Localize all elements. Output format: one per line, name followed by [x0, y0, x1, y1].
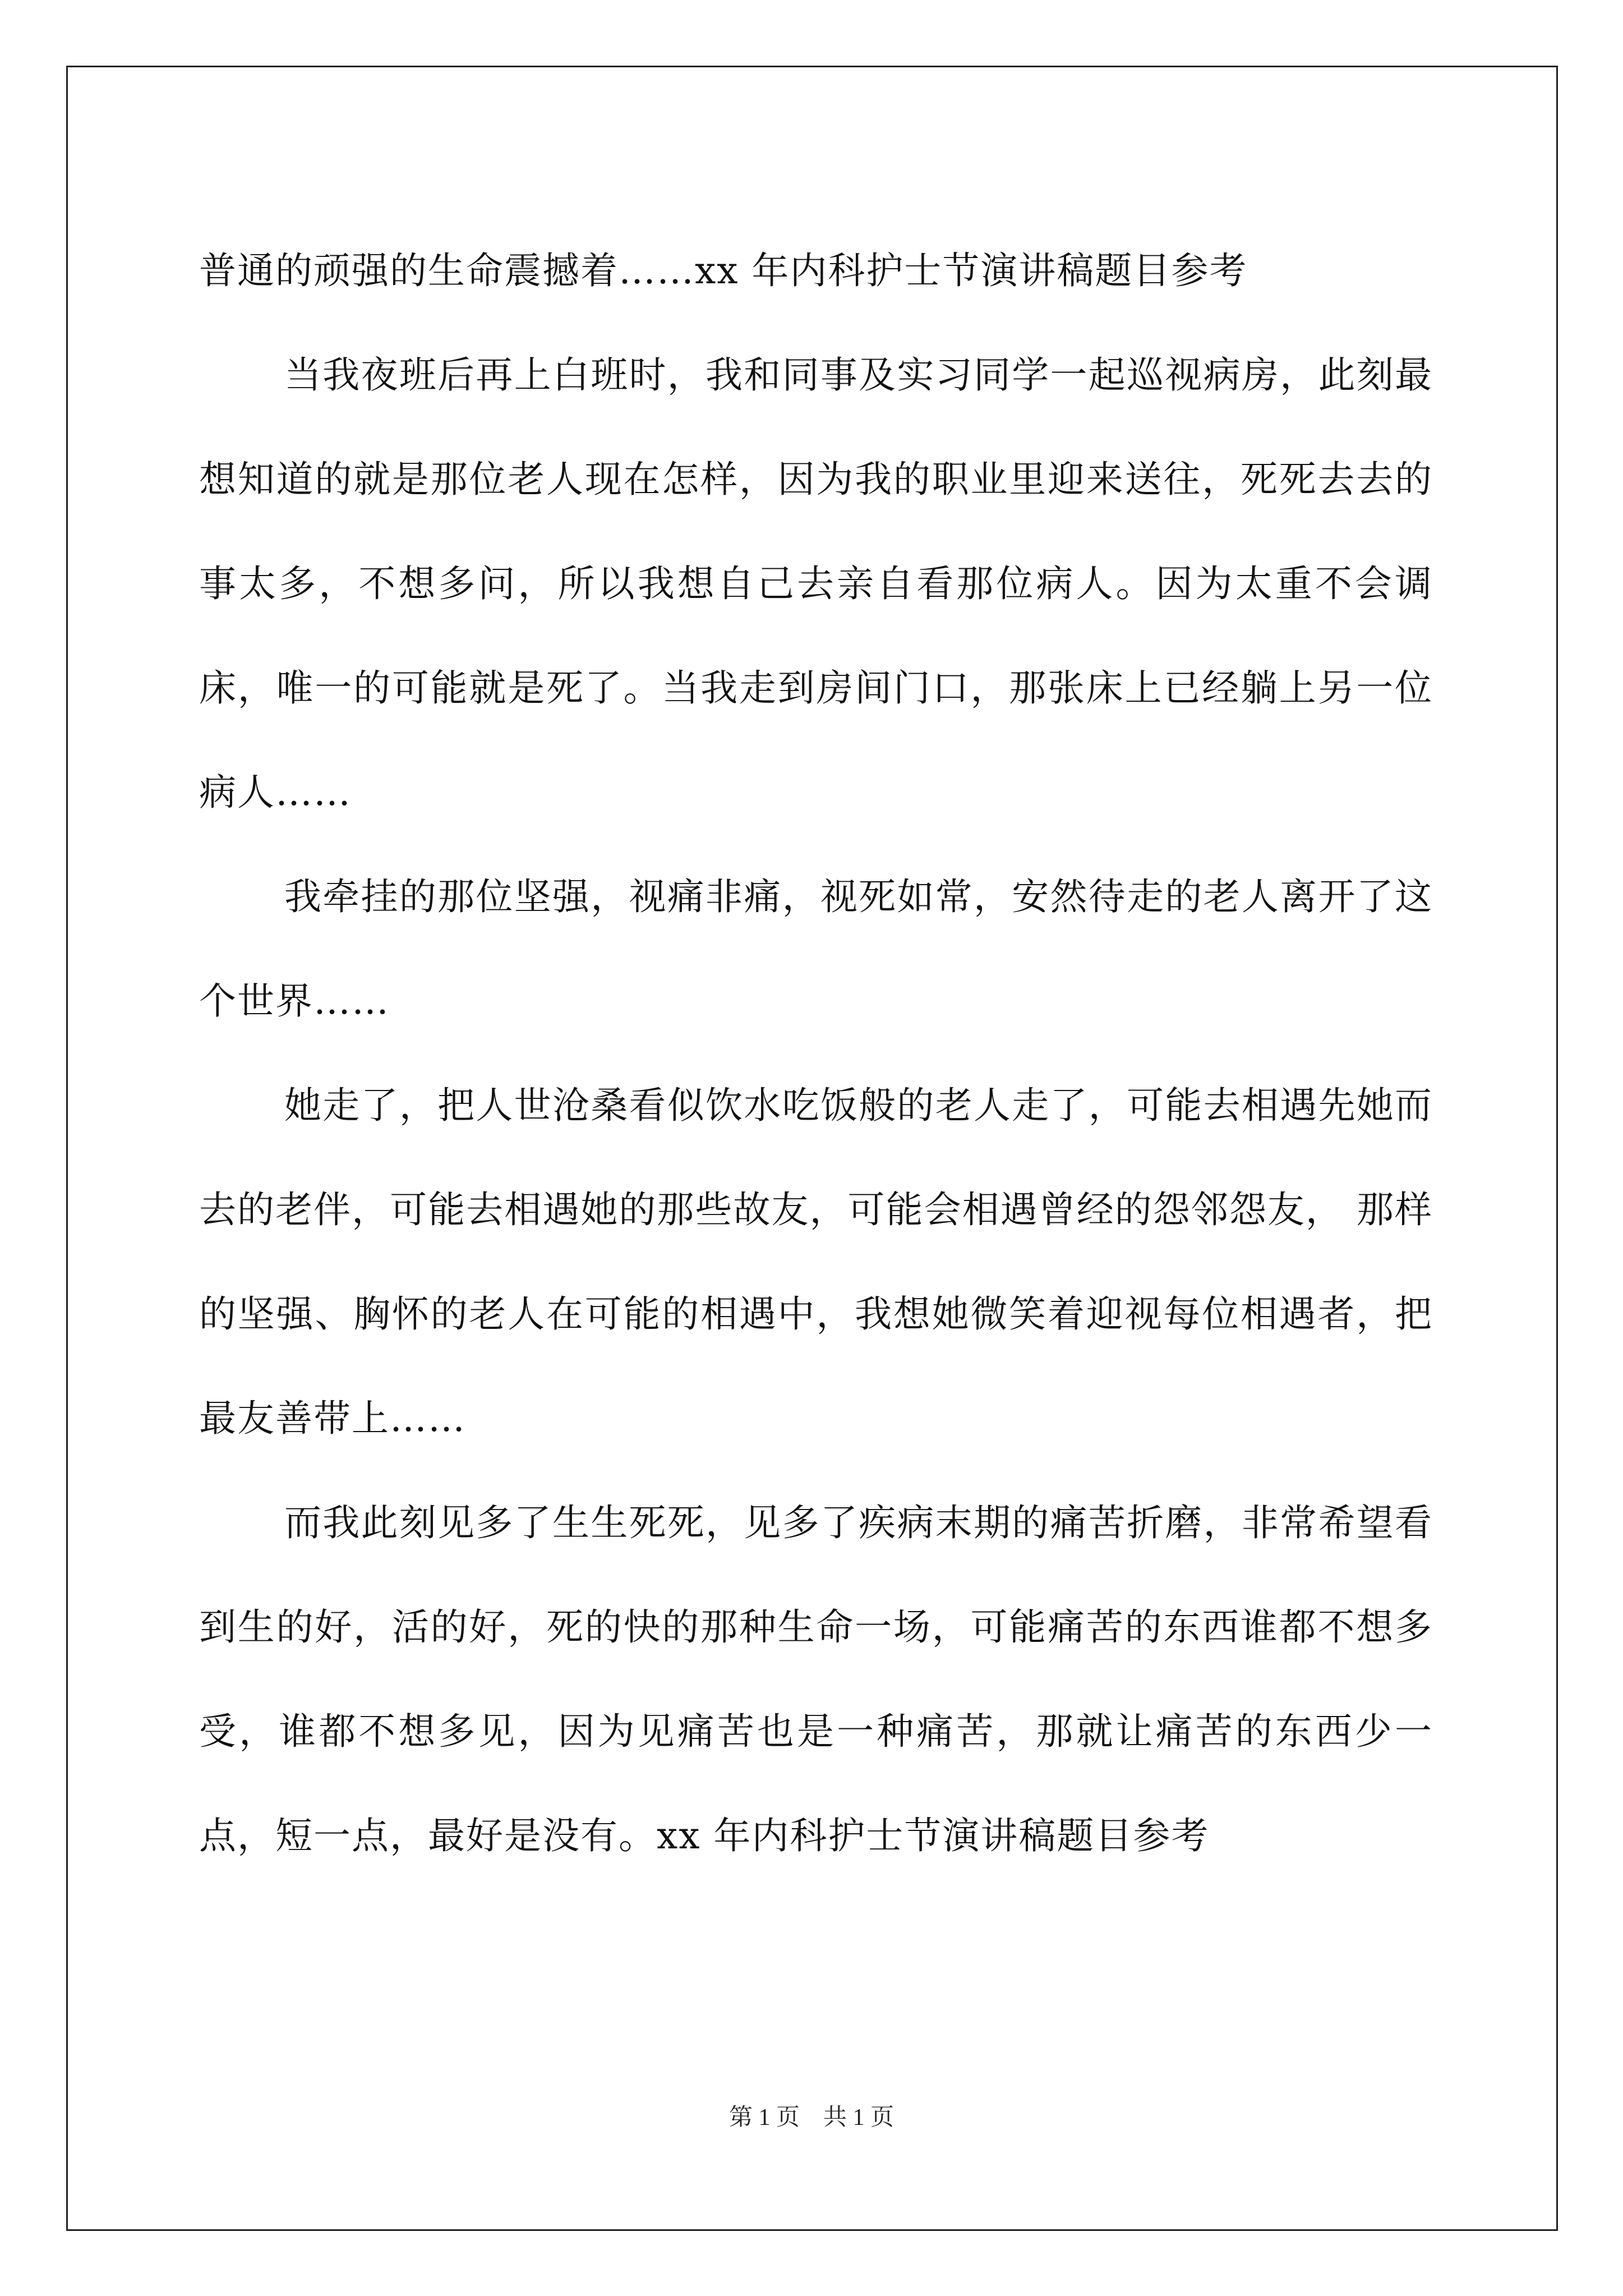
- page-number-footer: 第 1 页 共 1 页: [728, 2105, 894, 2131]
- paragraph-3: 我牵挂的那位坚强，视痛非痛，视死如常，安然待走的老人离开了这个世界……: [199, 875, 1433, 1023]
- paragraph-5: 而我此刻见多了生生死死，见多了疾病末期的痛苦折磨，非常希望看到生的好，活的好，死的快的那种生命一场，可能痛苦的东西谁都不想多受，谁都不想多见，因为见痛苦也是一种痛苦，那就让痛苦的东西少一点，短一点，最好是没有。xx 年内科护士节演讲稿题目参考: [199, 1501, 1433, 1857]
- document-body: [199, 219, 1433, 1888]
- paragraph-4: 她走了，把人世沧桑看似饮水吃饭般的老人走了，可能去相遇先她而去的老伴，可能去相遇她的那些故友，可能会相遇曾经的怨邻怨友， 那样的坚强、胸怀的老人在可能的相遇中，我想她微笑着迎视每位相遇者，把最友善带上……: [199, 1084, 1433, 1440]
- paragraph-1: 普通的顽强的生命震撼着……xx 年内科护士节演讲稿题目参考: [199, 249, 1248, 292]
- paragraph-2: 当我夜班后再上白班时，我和同事及实习同学一起巡视病房，此刻最想知道的就是那位老人现在怎样，因为我的职业里迎来送往，死死去去的事太多，不想多问，所以我想自己去亲自看那位病人。因为太重不会调床，唯一的可能就是死了。当我走到房间门口，那张床上已经躺上另一位病人……: [199, 353, 1433, 814]
